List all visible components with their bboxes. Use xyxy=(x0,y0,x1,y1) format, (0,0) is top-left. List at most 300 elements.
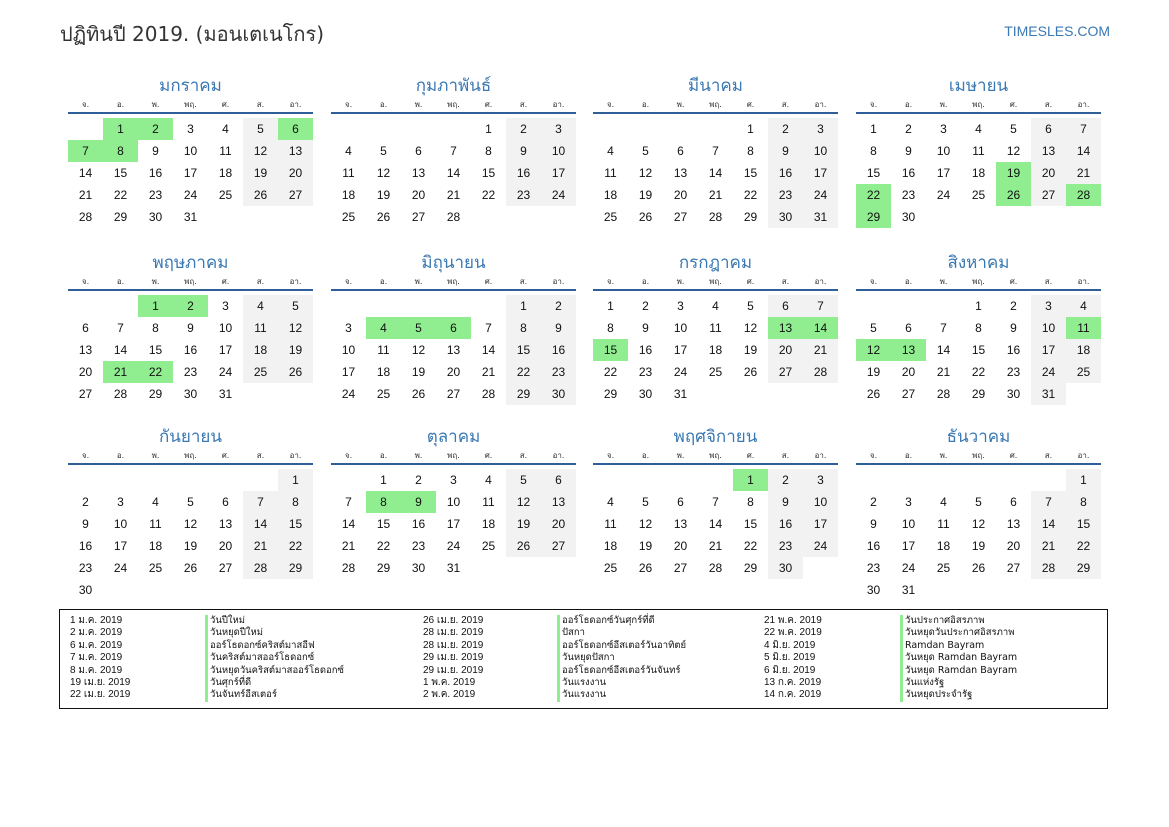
day-cell: 14 xyxy=(243,513,278,535)
weekday-label: ส. xyxy=(256,451,265,460)
day-cell: 10 xyxy=(1031,317,1066,339)
day-cell: 27 xyxy=(673,210,688,224)
day-cell: 15 xyxy=(1066,513,1101,535)
day-cell: 2 xyxy=(541,295,576,317)
day-cell: 10 xyxy=(803,491,838,513)
day-cell: 27 xyxy=(1031,184,1066,206)
holiday-day-cell: 7 xyxy=(68,140,103,162)
day-cell: 22 xyxy=(743,539,758,553)
day-cell: 28 xyxy=(936,387,951,401)
month-header-rule xyxy=(68,289,313,291)
weekday-label: ศ. xyxy=(746,277,755,286)
day-cell: 10 xyxy=(183,144,198,158)
day-cell: 11 xyxy=(219,144,232,158)
weekday-label: อ. xyxy=(641,277,650,286)
day-cell: 26 xyxy=(743,365,758,379)
day-cell: 17 xyxy=(803,513,838,535)
day-cell: 12 xyxy=(1006,144,1021,158)
day-cell: 20 xyxy=(1006,539,1021,553)
day-cell: 26 xyxy=(278,361,313,383)
weekday-label: อา. xyxy=(289,100,302,109)
day-cell: 3 xyxy=(1031,295,1066,317)
day-cell: 13 xyxy=(1031,140,1066,162)
weekday-label: จ. xyxy=(606,451,615,460)
day-cell: 15 xyxy=(113,166,128,180)
weekday-label: พ. xyxy=(414,451,423,460)
day-cell: 12 xyxy=(183,517,198,531)
holiday-list xyxy=(59,609,1108,709)
day-cell: 27 xyxy=(218,561,233,575)
weekday-label: จ. xyxy=(81,277,90,286)
day-cell: 5 xyxy=(870,321,877,335)
day-cell: 8 xyxy=(747,144,754,158)
holiday-date: 6 ม.ค. 2019 xyxy=(70,639,123,651)
day-cell: 16 xyxy=(901,166,916,180)
day-cell: 27 xyxy=(768,361,803,383)
day-cell: 19 xyxy=(278,339,313,361)
holiday-date: 14 ก.ค. 2019 xyxy=(764,689,822,701)
day-cell: 14 xyxy=(708,517,723,531)
day-cell: 11 xyxy=(149,517,162,531)
day-cell: 7 xyxy=(940,321,947,335)
weekday-label: ศ. xyxy=(746,451,755,460)
day-cell: 19 xyxy=(638,539,653,553)
holiday-day-cell: 1 xyxy=(733,469,768,491)
day-cell: 31 xyxy=(1031,383,1066,405)
month-name: มีนาคม xyxy=(688,76,743,96)
day-cell: 24 xyxy=(113,561,128,575)
day-cell: 15 xyxy=(376,517,391,531)
day-cell: 8 xyxy=(607,321,614,335)
weekday-label: อา. xyxy=(552,100,565,109)
day-cell: 6 xyxy=(905,321,912,335)
holiday-day-cell: 2 xyxy=(138,118,173,140)
day-cell: 11 xyxy=(482,495,495,509)
weekday-label: ส. xyxy=(1044,100,1053,109)
day-cell: 16 xyxy=(768,513,803,535)
weekday-label: อา. xyxy=(814,451,827,460)
day-cell: 8 xyxy=(485,144,492,158)
day-cell: 2 xyxy=(768,469,803,491)
day-cell: 17 xyxy=(183,166,198,180)
day-cell: 17 xyxy=(541,162,576,184)
weekday-label: อ. xyxy=(116,100,125,109)
day-cell: 20 xyxy=(218,539,233,553)
day-cell: 24 xyxy=(803,535,838,557)
day-cell: 18 xyxy=(708,343,723,357)
day-cell: 2 xyxy=(82,495,89,509)
holiday-name: วันหยุดวันคริสต์มาสออร์โธดอกซ์ xyxy=(205,665,344,677)
weekday-label: ศ. xyxy=(484,451,493,460)
weekday-label: ศ. xyxy=(221,277,230,286)
day-cell: 18 xyxy=(376,365,391,379)
day-cell: 30 xyxy=(768,557,803,579)
month-header-rule xyxy=(331,112,576,114)
day-cell: 3 xyxy=(905,495,912,509)
day-cell: 24 xyxy=(183,188,198,202)
day-cell: 28 xyxy=(708,210,723,224)
day-cell: 28 xyxy=(243,557,278,579)
day-cell: 7 xyxy=(712,144,719,158)
holiday-date: 28 เม.ย. 2019 xyxy=(423,627,484,639)
day-cell: 16 xyxy=(541,339,576,361)
day-cell: 21 xyxy=(708,539,723,553)
day-cell: 7 xyxy=(450,144,457,158)
day-cell: 22 xyxy=(481,188,496,202)
day-cell: 13 xyxy=(411,166,426,180)
day-cell: 10 xyxy=(446,495,461,509)
day-cell: 20 xyxy=(278,162,313,184)
weekday-label: จ. xyxy=(869,100,878,109)
day-cell: 25 xyxy=(603,210,618,224)
day-cell: 13 xyxy=(541,491,576,513)
day-cell: 12 xyxy=(278,317,313,339)
day-cell: 10 xyxy=(541,140,576,162)
day-cell: 27 xyxy=(1006,561,1021,575)
day-cell: 23 xyxy=(183,365,198,379)
day-cell: 27 xyxy=(278,184,313,206)
day-cell: 30 xyxy=(638,387,653,401)
day-cell: 3 xyxy=(345,321,352,335)
weekday-label: พฤ. xyxy=(447,277,460,286)
day-cell: 17 xyxy=(936,166,951,180)
weekday-label: ศ. xyxy=(221,451,230,460)
day-cell: 27 xyxy=(541,535,576,557)
day-cell: 21 xyxy=(803,339,838,361)
day-cell: 28 xyxy=(341,561,356,575)
day-cell: 14 xyxy=(1031,513,1066,535)
day-cell: 31 xyxy=(901,583,916,597)
weekday-label: พ. xyxy=(151,277,160,286)
day-cell: 2 xyxy=(642,299,649,313)
weekday-label: อา. xyxy=(289,277,302,286)
day-cell: 23 xyxy=(638,365,653,379)
weekday-label: อา. xyxy=(1077,100,1090,109)
holiday-date: 7 ม.ค. 2019 xyxy=(70,652,123,664)
day-cell: 4 xyxy=(975,122,982,136)
day-cell: 16 xyxy=(148,166,163,180)
day-cell: 1 xyxy=(506,295,541,317)
day-cell: 17 xyxy=(901,539,916,553)
day-cell: 19 xyxy=(183,539,198,553)
day-cell: 30 xyxy=(541,383,576,405)
weekday-label: พฤ. xyxy=(184,277,197,286)
day-cell: 2 xyxy=(768,118,803,140)
holiday-day-cell: 6 xyxy=(436,317,471,339)
day-cell: 7 xyxy=(345,495,352,509)
day-cell: 19 xyxy=(866,365,881,379)
day-cell: 12 xyxy=(411,343,426,357)
weekday-label: พ. xyxy=(151,100,160,109)
day-cell: 18 xyxy=(971,166,986,180)
holiday-date: 22 เม.ย. 2019 xyxy=(70,689,131,701)
day-cell: 14 xyxy=(113,343,128,357)
day-cell: 20 xyxy=(411,188,426,202)
holiday-name: ออร์โธดอกซ์อีสเตอร์วันอาทิตย์ xyxy=(557,640,686,652)
day-cell: 18 xyxy=(218,166,233,180)
month-name: พฤษภาคม xyxy=(152,253,229,273)
day-cell: 6 xyxy=(677,495,684,509)
day-cell: 22 xyxy=(278,535,313,557)
day-cell: 29 xyxy=(506,383,541,405)
weekday-label: อ. xyxy=(641,451,650,460)
weekday-label: อ. xyxy=(116,451,125,460)
day-cell: 4 xyxy=(243,295,278,317)
day-cell: 5 xyxy=(243,118,278,140)
day-cell: 27 xyxy=(673,561,688,575)
weekday-label: ศ. xyxy=(1009,451,1018,460)
holiday-day-cell: 12 xyxy=(856,339,891,361)
weekday-label: พฤ. xyxy=(447,100,460,109)
weekday-label: จ. xyxy=(606,100,615,109)
day-cell: 19 xyxy=(411,365,426,379)
month-header-rule xyxy=(593,463,838,465)
day-cell: 9 xyxy=(82,517,89,531)
month-name: กันยายน xyxy=(158,427,222,447)
day-cell: 9 xyxy=(1010,321,1017,335)
day-cell: 26 xyxy=(183,561,198,575)
day-cell: 9 xyxy=(152,144,159,158)
weekday-label: ส. xyxy=(519,100,528,109)
day-cell: 18 xyxy=(481,517,496,531)
day-cell: 9 xyxy=(642,321,649,335)
day-cell: 30 xyxy=(148,210,163,224)
weekday-label: ส. xyxy=(256,100,265,109)
day-cell: 17 xyxy=(218,343,233,357)
holiday-day-cell: 21 xyxy=(103,361,138,383)
day-cell: 26 xyxy=(971,561,986,575)
day-cell: 16 xyxy=(506,162,541,184)
holiday-date: 1 พ.ค. 2019 xyxy=(423,676,476,688)
day-cell: 23 xyxy=(1006,365,1021,379)
day-cell: 3 xyxy=(187,122,194,136)
weekday-label: พ. xyxy=(414,277,423,286)
holiday-day-cell: 1 xyxy=(138,295,173,317)
holiday-day-cell: 9 xyxy=(401,491,436,513)
day-cell: 23 xyxy=(411,539,426,553)
day-cell: 5 xyxy=(380,144,387,158)
day-cell: 25 xyxy=(218,188,233,202)
day-cell: 25 xyxy=(936,561,951,575)
day-cell: 20 xyxy=(673,188,688,202)
weekday-label: พฤ. xyxy=(972,451,985,460)
day-cell: 16 xyxy=(1006,343,1021,357)
weekday-label: พ. xyxy=(151,451,160,460)
holiday-name: ออร์โธดอกซ์วันศุกร์ที่ดี xyxy=(557,615,686,627)
day-cell: 17 xyxy=(113,539,128,553)
day-cell: 18 xyxy=(243,339,278,361)
day-cell: 11 xyxy=(342,166,355,180)
holiday-day-cell: 2 xyxy=(173,295,208,317)
day-cell: 3 xyxy=(803,469,838,491)
day-cell: 29 xyxy=(603,387,618,401)
day-cell: 12 xyxy=(638,166,653,180)
holiday-name: วันหยุด Ramdan Bayram xyxy=(900,665,1017,677)
holiday-date: 13 ก.ค. 2019 xyxy=(764,676,822,688)
day-cell: 2 xyxy=(870,495,877,509)
day-cell: 11 xyxy=(604,166,617,180)
holiday-day-cell: 11 xyxy=(1066,317,1101,339)
holiday-dates-col-2 xyxy=(423,615,483,702)
day-cell: 12 xyxy=(506,491,541,513)
day-cell: 11 xyxy=(972,144,985,158)
holiday-name: ออร์โธดอกซ์อีสเตอร์วันจันทร์ xyxy=(557,665,686,677)
day-cell: 24 xyxy=(218,365,233,379)
weekday-label: อา. xyxy=(552,451,565,460)
day-cell: 12 xyxy=(743,321,758,335)
day-cell: 14 xyxy=(708,166,723,180)
day-cell: 8 xyxy=(152,321,159,335)
day-cell: 22 xyxy=(1066,535,1101,557)
day-cell: 13 xyxy=(1006,517,1021,531)
holiday-name: วันประกาศอิสรภาพ xyxy=(900,615,1017,627)
day-cell: 3 xyxy=(677,299,684,313)
day-cell: 10 xyxy=(113,517,128,531)
weekday-label: ส. xyxy=(519,451,528,460)
day-cell: 26 xyxy=(866,387,881,401)
day-cell: 26 xyxy=(243,184,278,206)
day-cell: 25 xyxy=(148,561,163,575)
day-cell: 16 xyxy=(866,539,881,553)
holiday-day-cell: 19 xyxy=(996,162,1031,184)
day-cell: 21 xyxy=(1066,162,1101,184)
day-cell: 17 xyxy=(1031,339,1066,361)
day-cell: 8 xyxy=(747,495,754,509)
day-cell: 1 xyxy=(870,122,877,136)
day-cell: 14 xyxy=(481,343,496,357)
day-cell: 3 xyxy=(541,118,576,140)
weekday-label: พ. xyxy=(939,451,948,460)
weekday-label: จ. xyxy=(869,277,878,286)
weekday-label: อ. xyxy=(641,100,650,109)
day-cell: 27 xyxy=(901,387,916,401)
holiday-name: วันแห่งรัฐ xyxy=(900,677,1017,689)
day-cell: 8 xyxy=(278,491,313,513)
day-cell: 15 xyxy=(148,343,163,357)
holiday-day-cell: 6 xyxy=(278,118,313,140)
day-cell: 15 xyxy=(506,339,541,361)
day-cell: 19 xyxy=(376,188,391,202)
weekday-label: พฤ. xyxy=(709,277,722,286)
holiday-day-cell: 14 xyxy=(803,317,838,339)
holiday-date: 2 พ.ค. 2019 xyxy=(423,689,476,701)
month-header-rule xyxy=(856,463,1101,465)
day-cell: 9 xyxy=(870,517,877,531)
day-cell: 3 xyxy=(940,122,947,136)
day-cell: 25 xyxy=(341,210,356,224)
day-cell: 30 xyxy=(1006,387,1021,401)
holiday-day-cell: 28 xyxy=(1066,184,1101,206)
day-cell: 1 xyxy=(607,299,614,313)
weekday-label: ศ. xyxy=(484,277,493,286)
holiday-day-cell: 29 xyxy=(856,206,891,228)
day-cell: 29 xyxy=(278,557,313,579)
day-cell: 20 xyxy=(901,365,916,379)
day-cell: 13 xyxy=(446,343,461,357)
month-name: ธันวาคม xyxy=(946,427,1011,447)
day-cell: 14 xyxy=(78,166,93,180)
day-cell: 4 xyxy=(152,495,159,509)
day-cell: 6 xyxy=(768,295,803,317)
day-cell: 1 xyxy=(278,469,313,491)
day-cell: 6 xyxy=(677,144,684,158)
month-name: สิงหาคม xyxy=(947,253,1010,273)
month-name: มกราคม xyxy=(159,76,222,96)
day-cell: 7 xyxy=(1031,491,1066,513)
day-cell: 23 xyxy=(78,561,93,575)
month-name: ตุลาคม xyxy=(426,427,481,447)
holiday-date: 21 พ.ค. 2019 xyxy=(764,615,822,626)
day-cell: 8 xyxy=(975,321,982,335)
weekday-label: ศ. xyxy=(746,100,755,109)
day-cell: 1 xyxy=(747,122,754,136)
day-cell: 25 xyxy=(243,361,278,383)
month-name: มิถุนายน xyxy=(421,253,486,273)
day-cell: 18 xyxy=(148,539,163,553)
brand-link[interactable]: TIMESLES.COM xyxy=(1004,23,1110,39)
day-cell: 29 xyxy=(1066,557,1101,579)
weekday-label: อ. xyxy=(379,100,388,109)
holiday-name: วันแรงงาน xyxy=(557,689,686,701)
day-cell: 8 xyxy=(1066,491,1101,513)
day-cell: 26 xyxy=(411,387,426,401)
day-cell: 4 xyxy=(712,299,719,313)
weekday-label: พ. xyxy=(939,100,948,109)
weekday-label: จ. xyxy=(606,277,615,286)
day-cell: 18 xyxy=(936,539,951,553)
weekday-label: จ. xyxy=(81,100,90,109)
month-header-rule xyxy=(68,463,313,465)
day-cell: 29 xyxy=(148,387,163,401)
day-cell: 15 xyxy=(278,513,313,535)
day-cell: 12 xyxy=(243,140,278,162)
day-cell: 24 xyxy=(446,539,461,553)
holiday-dates-col-1 xyxy=(70,615,130,702)
holiday-names-col-2 xyxy=(557,615,686,702)
holiday-name: วันหยุด Ramdan Bayram xyxy=(900,652,1017,664)
day-cell: 18 xyxy=(603,188,618,202)
weekday-label: อา. xyxy=(1077,451,1090,460)
day-cell: 24 xyxy=(541,184,576,206)
day-cell: 11 xyxy=(604,517,617,531)
day-cell: 13 xyxy=(673,166,688,180)
day-cell: 27 xyxy=(78,387,93,401)
day-cell: 22 xyxy=(376,539,391,553)
weekday-label: พ. xyxy=(676,100,685,109)
month-header-rule xyxy=(856,289,1101,291)
day-cell: 15 xyxy=(743,166,758,180)
month-header-rule xyxy=(856,112,1101,114)
day-cell: 27 xyxy=(411,210,426,224)
holiday-date: 26 เม.ย. 2019 xyxy=(423,615,484,626)
day-cell: 17 xyxy=(446,517,461,531)
weekday-label: พฤ. xyxy=(184,451,197,460)
day-cell: 31 xyxy=(183,210,198,224)
month-header-rule xyxy=(331,463,576,465)
weekday-label: ส. xyxy=(781,100,790,109)
day-cell: 3 xyxy=(222,299,229,313)
weekday-label: พ. xyxy=(676,277,685,286)
day-cell: 31 xyxy=(446,561,461,575)
day-cell: 6 xyxy=(82,321,89,335)
day-cell: 5 xyxy=(278,295,313,317)
day-cell: 28 xyxy=(113,387,128,401)
weekday-label: อ. xyxy=(379,451,388,460)
day-cell: 16 xyxy=(78,539,93,553)
day-cell: 28 xyxy=(803,361,838,383)
day-cell: 31 xyxy=(803,206,838,228)
holiday-date: 22 พ.ค. 2019 xyxy=(764,627,822,639)
